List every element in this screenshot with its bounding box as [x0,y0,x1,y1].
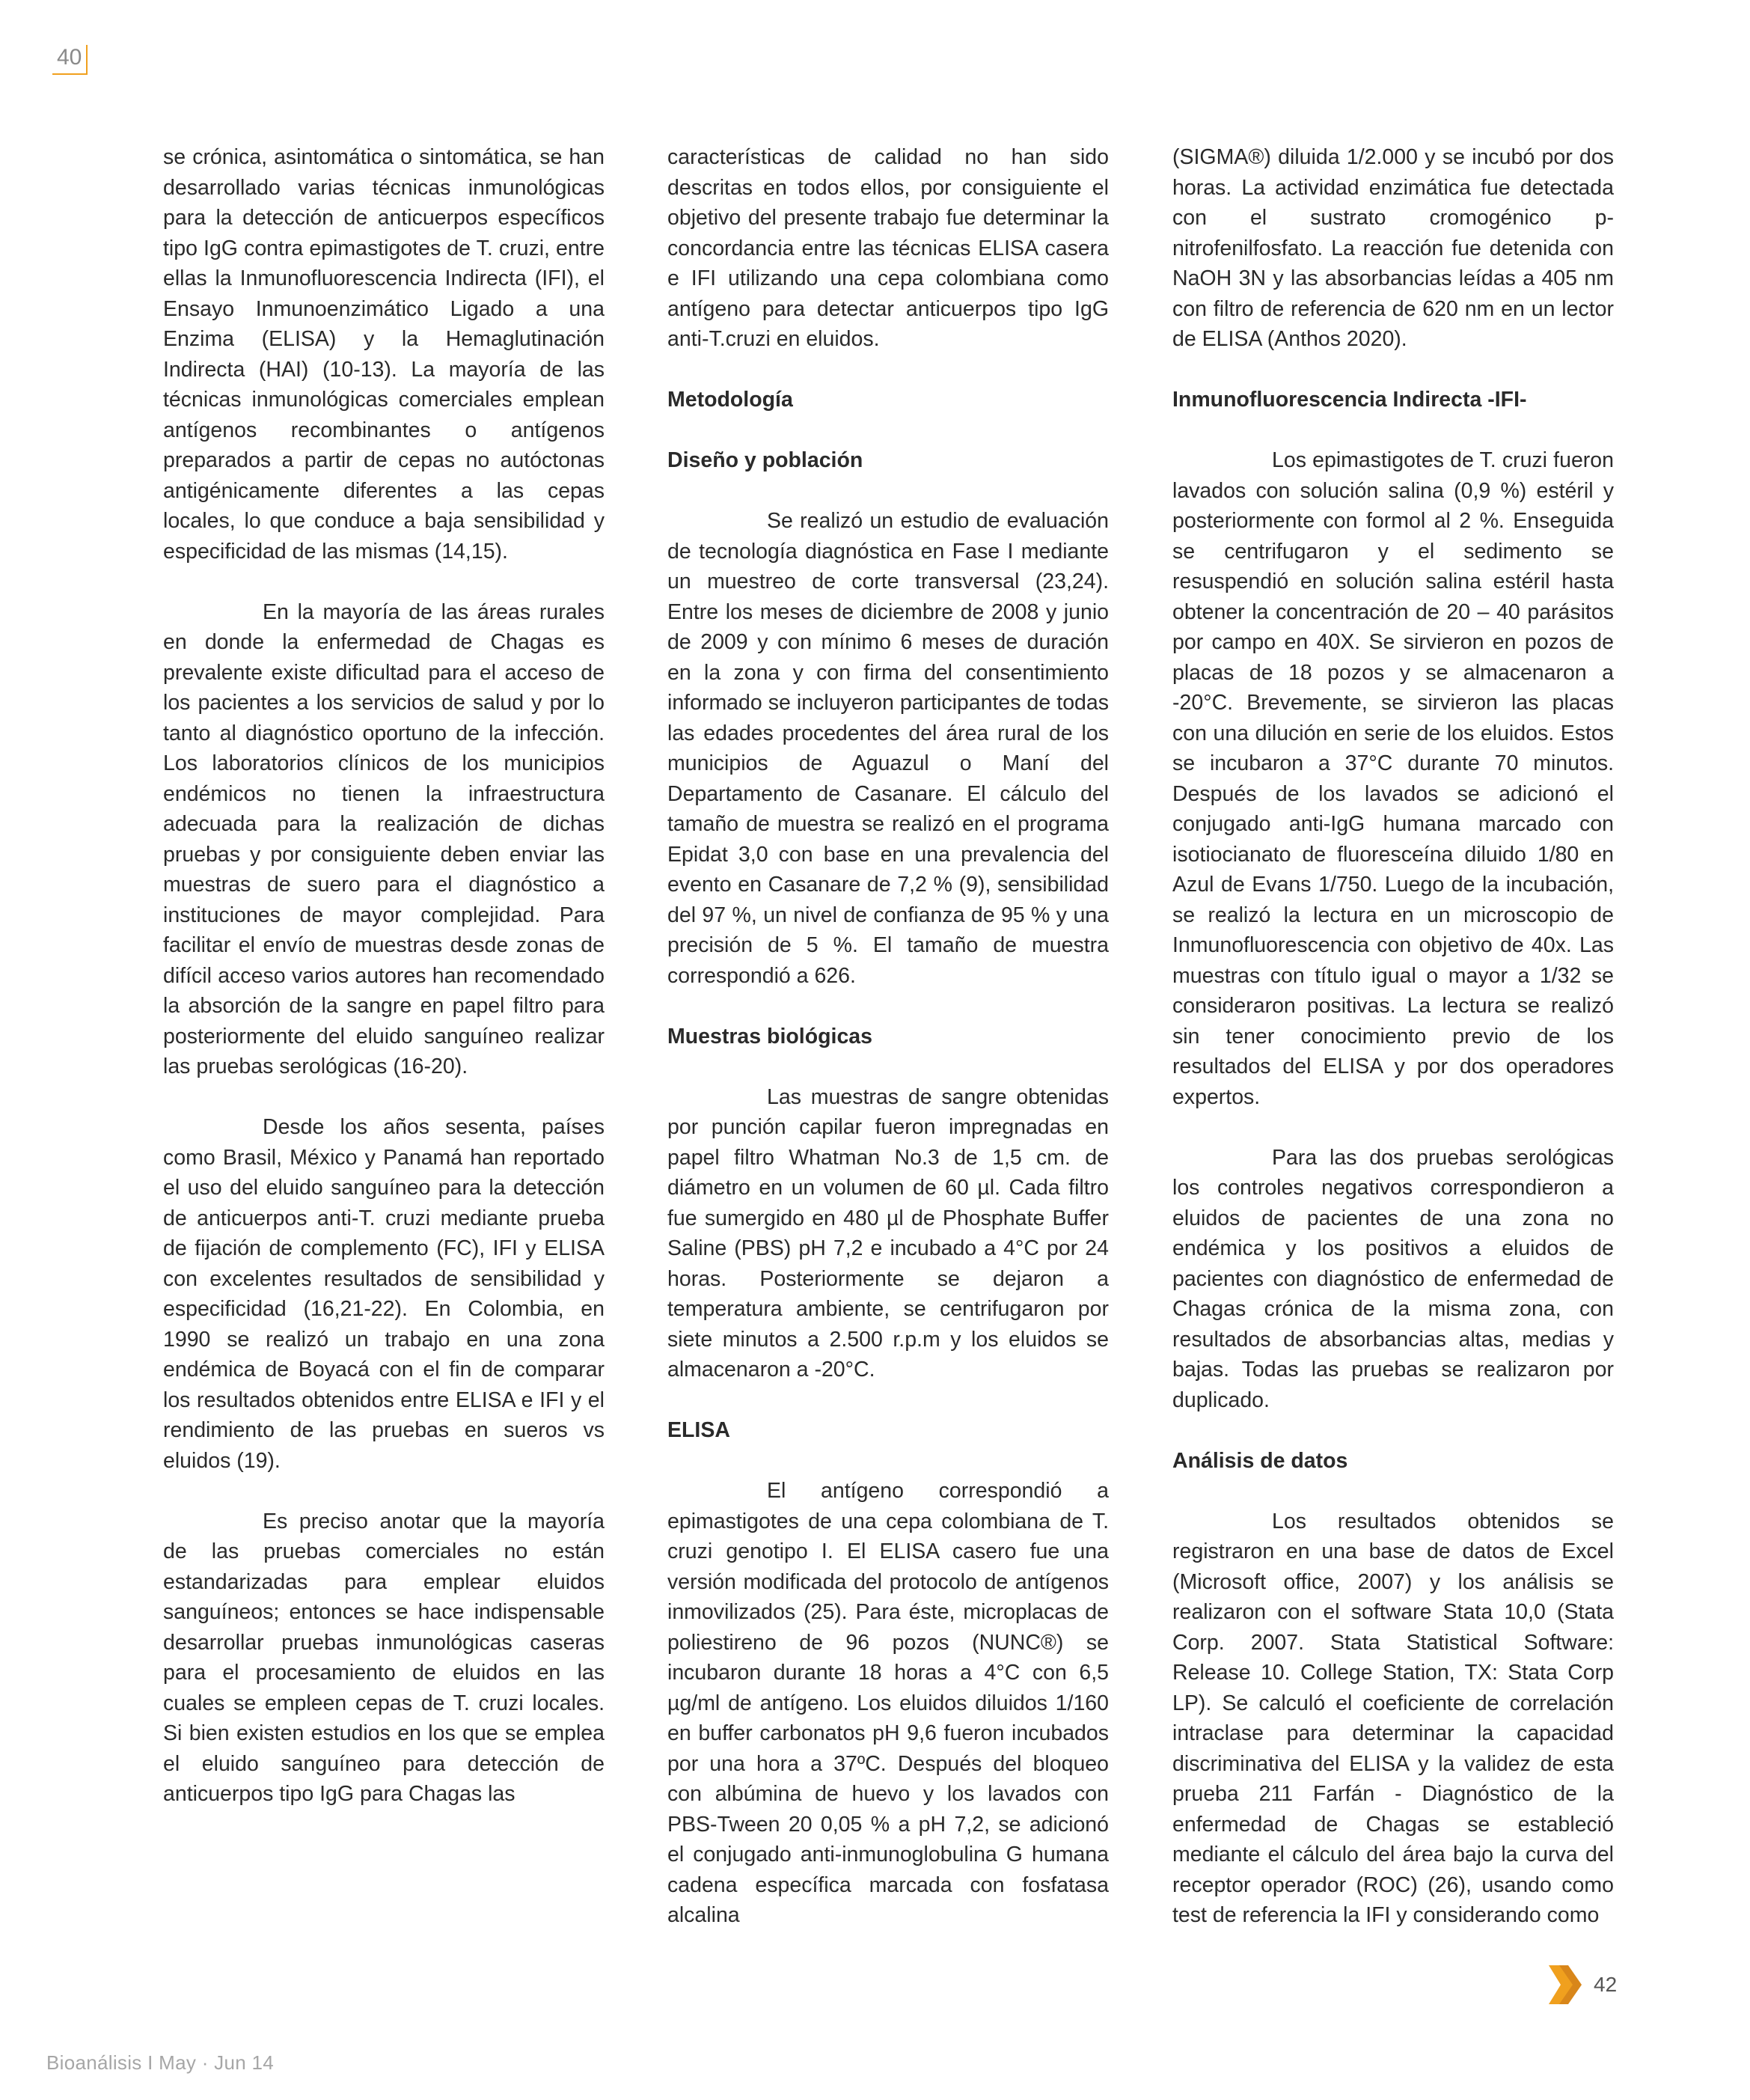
paragraph: En la mayoría de las áreas rurales en donde la enfermedad de Chagas es prevalente existe dificultad para el acceso de los pacientes a los servicios de salud y por lo tanto al diagnóstico oportuno de la infección. Los laboratorios clínicos de los municipios endémicos no tienen la infraestructura adecuada para la realización de dichas pruebas y por consiguiente deben enviar las muestras de suero para el diagnóstico a instituciones de mayor complejidad. Para facilitar el envío de muestras desde zonas de difícil acceso varios autores han recomendado la absorción de la sangre en papel filtro para posteriormente del eluido sanguíneo realizar las pruebas serológicas (16-20). [163,599,605,1078]
publication-footer: Bioanálisis I May · Jun 14 [46,2051,275,2074]
paragraph: El antígeno correspondió a epimastigotes de una cepa colombiana de T. cruzi genotipo I. El ELISA casero fue una versión modificada del protocolo de antígenos inmovilizados (25). Para éste, microplacas de poliestireno de 96 pozos (NUNC®) se incubaron durante 18 horas a 4°C con 6,5 µg/ml de antígeno. Los eluidos diluidos 1/160 en buffer carbonatos pH 9,6 fueron incubados por una hora a 37ºC. Después del bloqueo con albúmina de huevo y los lavados con PBS-Tween 20 0,05 % a pH 7,2, se adicionó el conjugado anti-inmunoglobulina G humana cadena específica marcada con fosfatasa alcalina [667,1479,1109,1927]
paragraph: Los epimastigotes de T. cruzi fueron lavados con solución salina (0,9 %) estéril y posteriormente con formol al 2 %. Enseguida se centrifugaron y el sedimento se resuspendió en solución salina estéril hasta obtener la concentración de 20 – 40 parásitos por campo en 40X. Se sirvieron en pozos de placas de 18 pozos y se almacenaron a -20°C. Brevemente, se sirvieron las placas con una dilución en serie de los eluidos. Estos se incubaron a 37°C durante 70 minutos. Después de los lavados se adicionó el conjugado anti-IgG humana marcado con isotiocianato de fluoresceína diluido 1/80 en Azul de Evans 1/750. Luego de la incubación, se realizó la lectura en un microscopio de Inmunofluorescencia con objetivo de 40x. Las muestras con título igual o mayor a 1/32 se consideraron positivas. La lectura se realizó sin tener conocimiento previo de los resultados del ELISA y por dos operadores expertos. [1172,448,1614,1109]
subsection-heading: Diseño y población [667,448,863,472]
footer-page-marker [1549,1965,1617,2004]
paragraph: Las muestras de sangre obtenidas por punción capilar fueron impregnadas en papel filtro Whatman No.3 de 1,5 cm. de diámetro en un volumen de 60 µl. Cada filtro fue sumergido en 480 µl de Phosphate Buffer Saline (PBS) pH 7,2 e incubado a 4°C por 24 horas. Posteriormente se dejaron a temperatura ambiente, se centrifugaron por siete minutos a 2.500 r.p.m y los eluidos se almacenaron a -20°C. [667,1084,1109,1382]
top-page-number: 40 [52,45,88,75]
paragraph: se crónica, asintomática o sintomática, se han desarrollado varias técnicas inmunológicas para la detección de anticuerpos específicos tipo IgG contra epimastigotes de T. cruzi, entre ellas la Inmunofluorescencia Indirecta (IFI), el Ensayo Inmunoenzimático Ligado a una Enzima (ELISA) y la Hemaglutinación Indirecta (HAI) (10-13). La mayoría de las técnicas inmunológicas comerciales emplean antígenos recombinantes o antígenos preparados a partir de cepas no autóctonas antigénicamente diferentes a las cepas locales, lo que conduce a baja sensibilidad y especificidad de las mismas (14,15). [163,145,605,564]
bottom-page-number: 42 [1594,1973,1618,1996]
subsection-heading: ELISA [667,1418,730,1442]
subsection-heading: Muestras biológicas [667,1024,872,1049]
subsection-heading: Inmunofluorescencia Indirecta -IFI- [1172,388,1527,412]
paragraph: características de calidad no han sido descritas en todos ellos, por consiguiente el objetivo del presente trabajo fue determinar la concordancia entre las técnicas ELISA casera e IFI utilizando una cepa colombiana como antígeno para detectar anticuerpos tipo IgG anti-T.cruzi en eluidos. [667,145,1109,351]
paragraph: (SIGMA®) diluida 1/2.000 y se incubó por dos horas. La actividad enzimática fue detectada con el sustrato cromogénico p-nitrofenilfosfato. La reacción fue detenida con NaOH 3N y las absorbancias leídas a 405 nm con filtro de referencia de 620 nm en un lector de ELISA (Anthos 2020). [1172,145,1614,351]
paragraph: Para las dos pruebas serológicas los controles negativos correspondieron a eluidos de pacientes de una zona no endémica y los positivos a eluidos de pacientes con diagnóstico de enfermedad de Chagas crónica de la misma zona, con resultados de absorbancias altas, medias y bajas. Todas las pruebas se realizaron por duplicado. [1172,1145,1614,1412]
paragraph: Se realizó un estudio de evaluación de tecnología diagnóstica en Fase I mediante un muestreo de corte transversal (23,24). Entre los meses de diciembre de 2008 y junio de 2009 y con mínimo 6 meses de duración en la zona y con firma del consentimiento informado se incluyeron participantes de todas las edades procedentes del área rural de los municipios de Aguazul o Maní del Departamento de Casanare. El cálculo del tamaño de muestra se realizó en el programa Epidat 3,0 con base en una prevalencia del evento en Casanare de 7,2 % (9), sensibilidad del 97 %, un nivel de confianza de 95 % y una precisión de 5 %. El tamaño de muestra correspondió a 626. [667,509,1109,988]
paragraph: Desde los años sesenta, países como Brasil, México y Panamá han reportado el uso del eluido sanguíneo para la detección de anticuerpos anti-T. cruzi mediante prueba de fijación de complemento (FC), IFI y ELISA con excelentes resultados de sensibilidad y especificidad (16,21-22). En Colombia, en 1990 se realizó un trabajo en una zona endémica de Boyacá con el fin de comparar los resultados obtenidos entre ELISA e IFI y el rendimiento de las pruebas en sueros vs eluidos (19). [163,1115,605,1473]
section-heading: Metodología [667,388,793,412]
paragraph: Es preciso anotar que la mayoría de las pruebas comerciales no están estandarizadas para emplear eluidos sanguíneos; entonces se hace indispensable desarrollar pruebas inmunológicas caseras para el procesamiento de eluidos en las cuales se empleen cepas de T. cruzi locales. Si bien existen estudios en los que se emplea el eluido sanguíneo para detección de anticuerpos tipo IgG para Chagas las [163,1509,605,1806]
text-column-1 [163,142,605,1810]
subsection-heading: Análisis de datos [1172,1448,1348,1473]
text-column-3 [1172,142,1614,1931]
text-column-2 [667,142,1109,1931]
paragraph: Los resultados obtenidos se registraron en una base de datos de Excel (Microsoft office, 2007) y los análisis se realizaron con el software Stata 10,0 (Stata Corp. 2007. Stata Statistical Software: Release 10. College Station, TX: Stata Corp LP). Se calculó el coeficiente de correlación intraclase para determinar la capacidad discriminativa del ELISA y la validez de esta prueba 211 Farfán - Diagnóstico de la enfermedad de Chagas se estableció mediante el cálculo del área bajo la curva del receptor operador (ROC) (26), usando como test de referencia la IFI y considerando como [1172,1509,1614,1927]
double-chevron-right-icon [1549,1965,1585,2004]
